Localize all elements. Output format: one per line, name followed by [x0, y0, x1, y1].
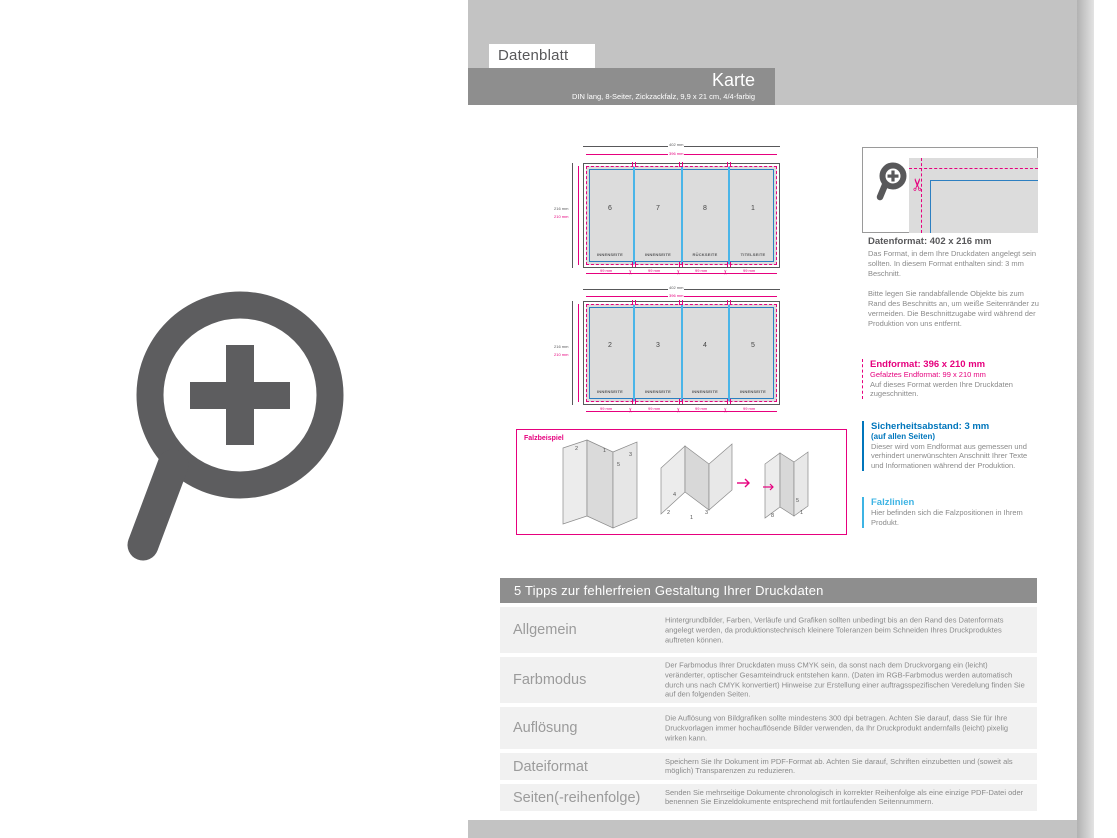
panel-label: INNENSEITE	[739, 389, 766, 394]
fold-mark	[727, 399, 731, 404]
tip-row-dateiformat	[500, 753, 1037, 780]
dimension-value: 216 mm	[554, 344, 569, 349]
panel: 6	[608, 205, 612, 212]
panel: 8	[703, 205, 707, 212]
safety-line	[930, 180, 931, 233]
fold-example-label: Falzbeispiel	[524, 435, 564, 442]
panel-label: INNENSEITE	[644, 389, 671, 394]
panel-label: RÜCKSEITE	[692, 252, 718, 257]
panel: 4	[703, 342, 707, 349]
tip-body: Hintergrundbilder, Farben, Verläufe und Grafiken sollten unbedingt bis an den Rand des Datenformats angelegt werden, da produktionstechnisch kleinere Toleranzen beim Schneiden Ihres Druckproduktes auftreten können.	[665, 615, 1004, 644]
zoom-in-icon[interactable]	[100, 285, 370, 565]
fold-mark	[632, 300, 636, 305]
dimension-line	[572, 163, 573, 268]
tip-body: Der Farbmodus Ihrer Druckdaten muss CMYK sein, da sonst nach dem Druckvorgang ein (leicht) veränderter, optischer Gesamteindruck entstehen kann. (Daten im RGB-Farbmodus werden automatisch durch uns nach CMYK konvertiert) Hinweise zur Erstellung einer auftragsspezifischen Veredelung finden Sie auf den folgenden Seiten.	[665, 660, 1025, 699]
svg-text:4: 4	[673, 492, 677, 498]
fold-mark	[679, 262, 683, 267]
dimension-value: 99 mm	[648, 406, 661, 411]
fold-line	[681, 305, 683, 401]
tip-label: Farbmodus	[513, 672, 587, 688]
fold-example-box	[516, 429, 847, 535]
datenformat-text: Bitte legen Sie randabfallende Objekte bis zum Rand des Beschnitts an, um weiße Seitenränder zu vermeiden. Die Beschnittzugabe wird während der Produktion von uns entfernt.	[868, 289, 1039, 328]
bleed-line	[921, 158, 922, 233]
fold-mark	[632, 162, 636, 167]
scissors-icon: ✂	[908, 177, 928, 192]
falzlinien-text: Hier befinden sich die Falzpositionen in Ihrem Produkt.	[871, 508, 1023, 527]
tip-body: Die Auflösung von Bildgrafiken sollte mindestens 300 dpi betragen. Achten Sie darauf, dass Sie für Ihre Druckvorlagen immer hochauflösende Bilder verwenden, da Ihr Druckprodukt andernfalls (leicht) pixelig wirken kann.	[665, 713, 1009, 742]
info-datenformat	[868, 236, 1039, 329]
dimension-value: 99 mm	[600, 406, 613, 411]
tip-label: Auflösung	[513, 720, 578, 736]
tip-row-allgemein	[500, 607, 1037, 653]
tip-body: Senden Sie mehrseitige Dokumente chronologisch in korrekter Reihenfolge als eine einzige PDF-Datei oder benennen Sie Einzeldokumente entsprechend mit fortlaufenden Seitennummern.	[665, 787, 1024, 807]
scissors-icon: ✂	[676, 407, 683, 413]
svg-text:5: 5	[617, 462, 621, 468]
svg-text:2: 2	[667, 510, 671, 516]
fold-example-illustration	[517, 430, 846, 534]
fold-line	[728, 167, 730, 264]
magnifier-icon	[873, 161, 909, 205]
fold-mark	[679, 399, 683, 404]
page-edge-shadow	[1077, 0, 1094, 838]
info-falzlinien	[862, 497, 1039, 528]
datenformat-text: Das Format, in dem Ihre Druckdaten angelegt sein sollten. In diesem Format enthalten sind: 3 mm Beschnitt.	[868, 249, 1036, 278]
scissors-icon: ✂	[628, 407, 635, 413]
dimension-value: 396 mm	[669, 151, 684, 156]
safety-line	[930, 180, 1038, 181]
tip-row-seitenreihenfolge	[500, 784, 1037, 811]
bleed-line	[909, 168, 1038, 169]
svg-text:3: 3	[629, 452, 633, 458]
panel-label: TITELSEITE	[740, 252, 766, 257]
dimension-value: 216 mm	[554, 206, 569, 211]
dimension-line	[578, 166, 579, 265]
fold-mark	[679, 162, 683, 167]
info-sicherheitsabstand	[862, 421, 1039, 471]
sicherheitsabstand-text: Dieser wird vom Endformat aus gemessen und verhindert unerwünschten Anschnitt Ihrer Texte und Informationen während der Produktion.	[871, 441, 1028, 471]
dimension-value: 99 mm	[648, 268, 661, 273]
dimension-value: 99 mm	[600, 268, 613, 273]
fold-mark	[727, 262, 731, 267]
tip-label: Dateiformat	[513, 758, 588, 775]
fold-mark	[727, 300, 731, 305]
panel: 5	[751, 342, 755, 349]
svg-text:3: 3	[705, 510, 709, 516]
dimension-value: 99 mm	[743, 406, 756, 411]
dimension-value: 402 mm	[669, 285, 684, 290]
tip-label: Seiten(-reihenfolge)	[513, 789, 641, 806]
fold-mark	[679, 300, 683, 305]
product-subtitle: DIN lang, 8-Seiter, Zickzackfalz, 9,9 x 21 cm, 4/4-farbig	[572, 92, 755, 101]
scissors-icon: ✂	[723, 407, 730, 413]
dimension-value: 210 mm	[554, 214, 569, 219]
fold-line	[633, 305, 635, 401]
endformat-text: Auf dieses Format werden Ihre Druckdaten zugeschnitten.	[870, 379, 1013, 399]
panel: 3	[656, 342, 660, 349]
panel-label: INNENSEITE	[691, 389, 718, 394]
dimension-value: 402 mm	[669, 142, 684, 147]
panel-label: INNENSEITE	[644, 252, 671, 257]
fold-line	[633, 167, 635, 264]
svg-text:1: 1	[603, 448, 607, 454]
svg-text:1: 1	[800, 510, 804, 516]
fold-mark	[727, 162, 731, 167]
dimension-value: 210 mm	[554, 352, 569, 357]
dimension-value: 99 mm	[695, 406, 708, 411]
detail-zoom-box	[862, 147, 1038, 233]
scissors-icon: ✂	[676, 269, 683, 275]
dimension-value: 396 mm	[669, 293, 684, 298]
svg-text:2: 2	[575, 446, 579, 452]
panel: 1	[751, 205, 755, 212]
arrow-icon	[737, 479, 749, 487]
scissors-icon: ✂	[723, 269, 730, 275]
sicherheitsabstand-subheading: (auf allen Seiten)	[871, 432, 936, 441]
footer-band	[468, 820, 1077, 838]
panel: 2	[608, 342, 612, 349]
panel-label: INNENSEITE	[596, 389, 623, 394]
fold-mark	[632, 262, 636, 267]
svg-text:5: 5	[796, 498, 800, 504]
dimension-value: 99 mm	[743, 268, 756, 273]
endformat-heading: Endformat: 396 x 210 mm	[870, 359, 986, 370]
svg-text:1: 1	[690, 515, 694, 521]
tips-header: 5 Tipps zur fehlerfreien Gestaltung Ihrer Druckdaten	[500, 578, 1037, 603]
datenformat-heading: Datenformat: 402 x 216 mm	[868, 236, 992, 247]
dimension-line	[578, 304, 579, 402]
tip-row-farbmodus	[500, 657, 1037, 703]
scissors-icon: ✂	[628, 269, 635, 275]
datenblatt-tab: Datenblatt	[489, 44, 595, 68]
fold-mark	[632, 399, 636, 404]
info-endformat	[862, 359, 1039, 399]
tip-body: Speichern Sie Ihr Dokument im PDF-Format ab. Achten Sie darauf, Schriften einzubetten und (soweit als möglich) Transparenzen zu reduzieren.	[665, 756, 1013, 776]
falzlinien-heading: Falzlinien	[871, 497, 915, 508]
dimension-line	[572, 301, 573, 405]
corner-detail	[909, 158, 1038, 233]
tip-label: Allgemein	[513, 622, 577, 638]
panel-label: INNENSEITE	[596, 252, 623, 257]
product-title: Karte	[711, 70, 755, 90]
panel: 7	[656, 205, 660, 212]
fold-line	[728, 305, 730, 401]
product-title-bar	[468, 68, 775, 105]
tip-row-aufloesung	[500, 707, 1037, 749]
dimension-value: 99 mm	[695, 268, 708, 273]
sicherheitsabstand-heading: Sicherheitsabstand: 3 mm	[871, 421, 990, 432]
endformat-subheading: Gefalztes Endformat: 99 x 210 mm	[870, 370, 986, 379]
svg-text:8: 8	[771, 513, 775, 519]
fold-line	[681, 167, 683, 264]
